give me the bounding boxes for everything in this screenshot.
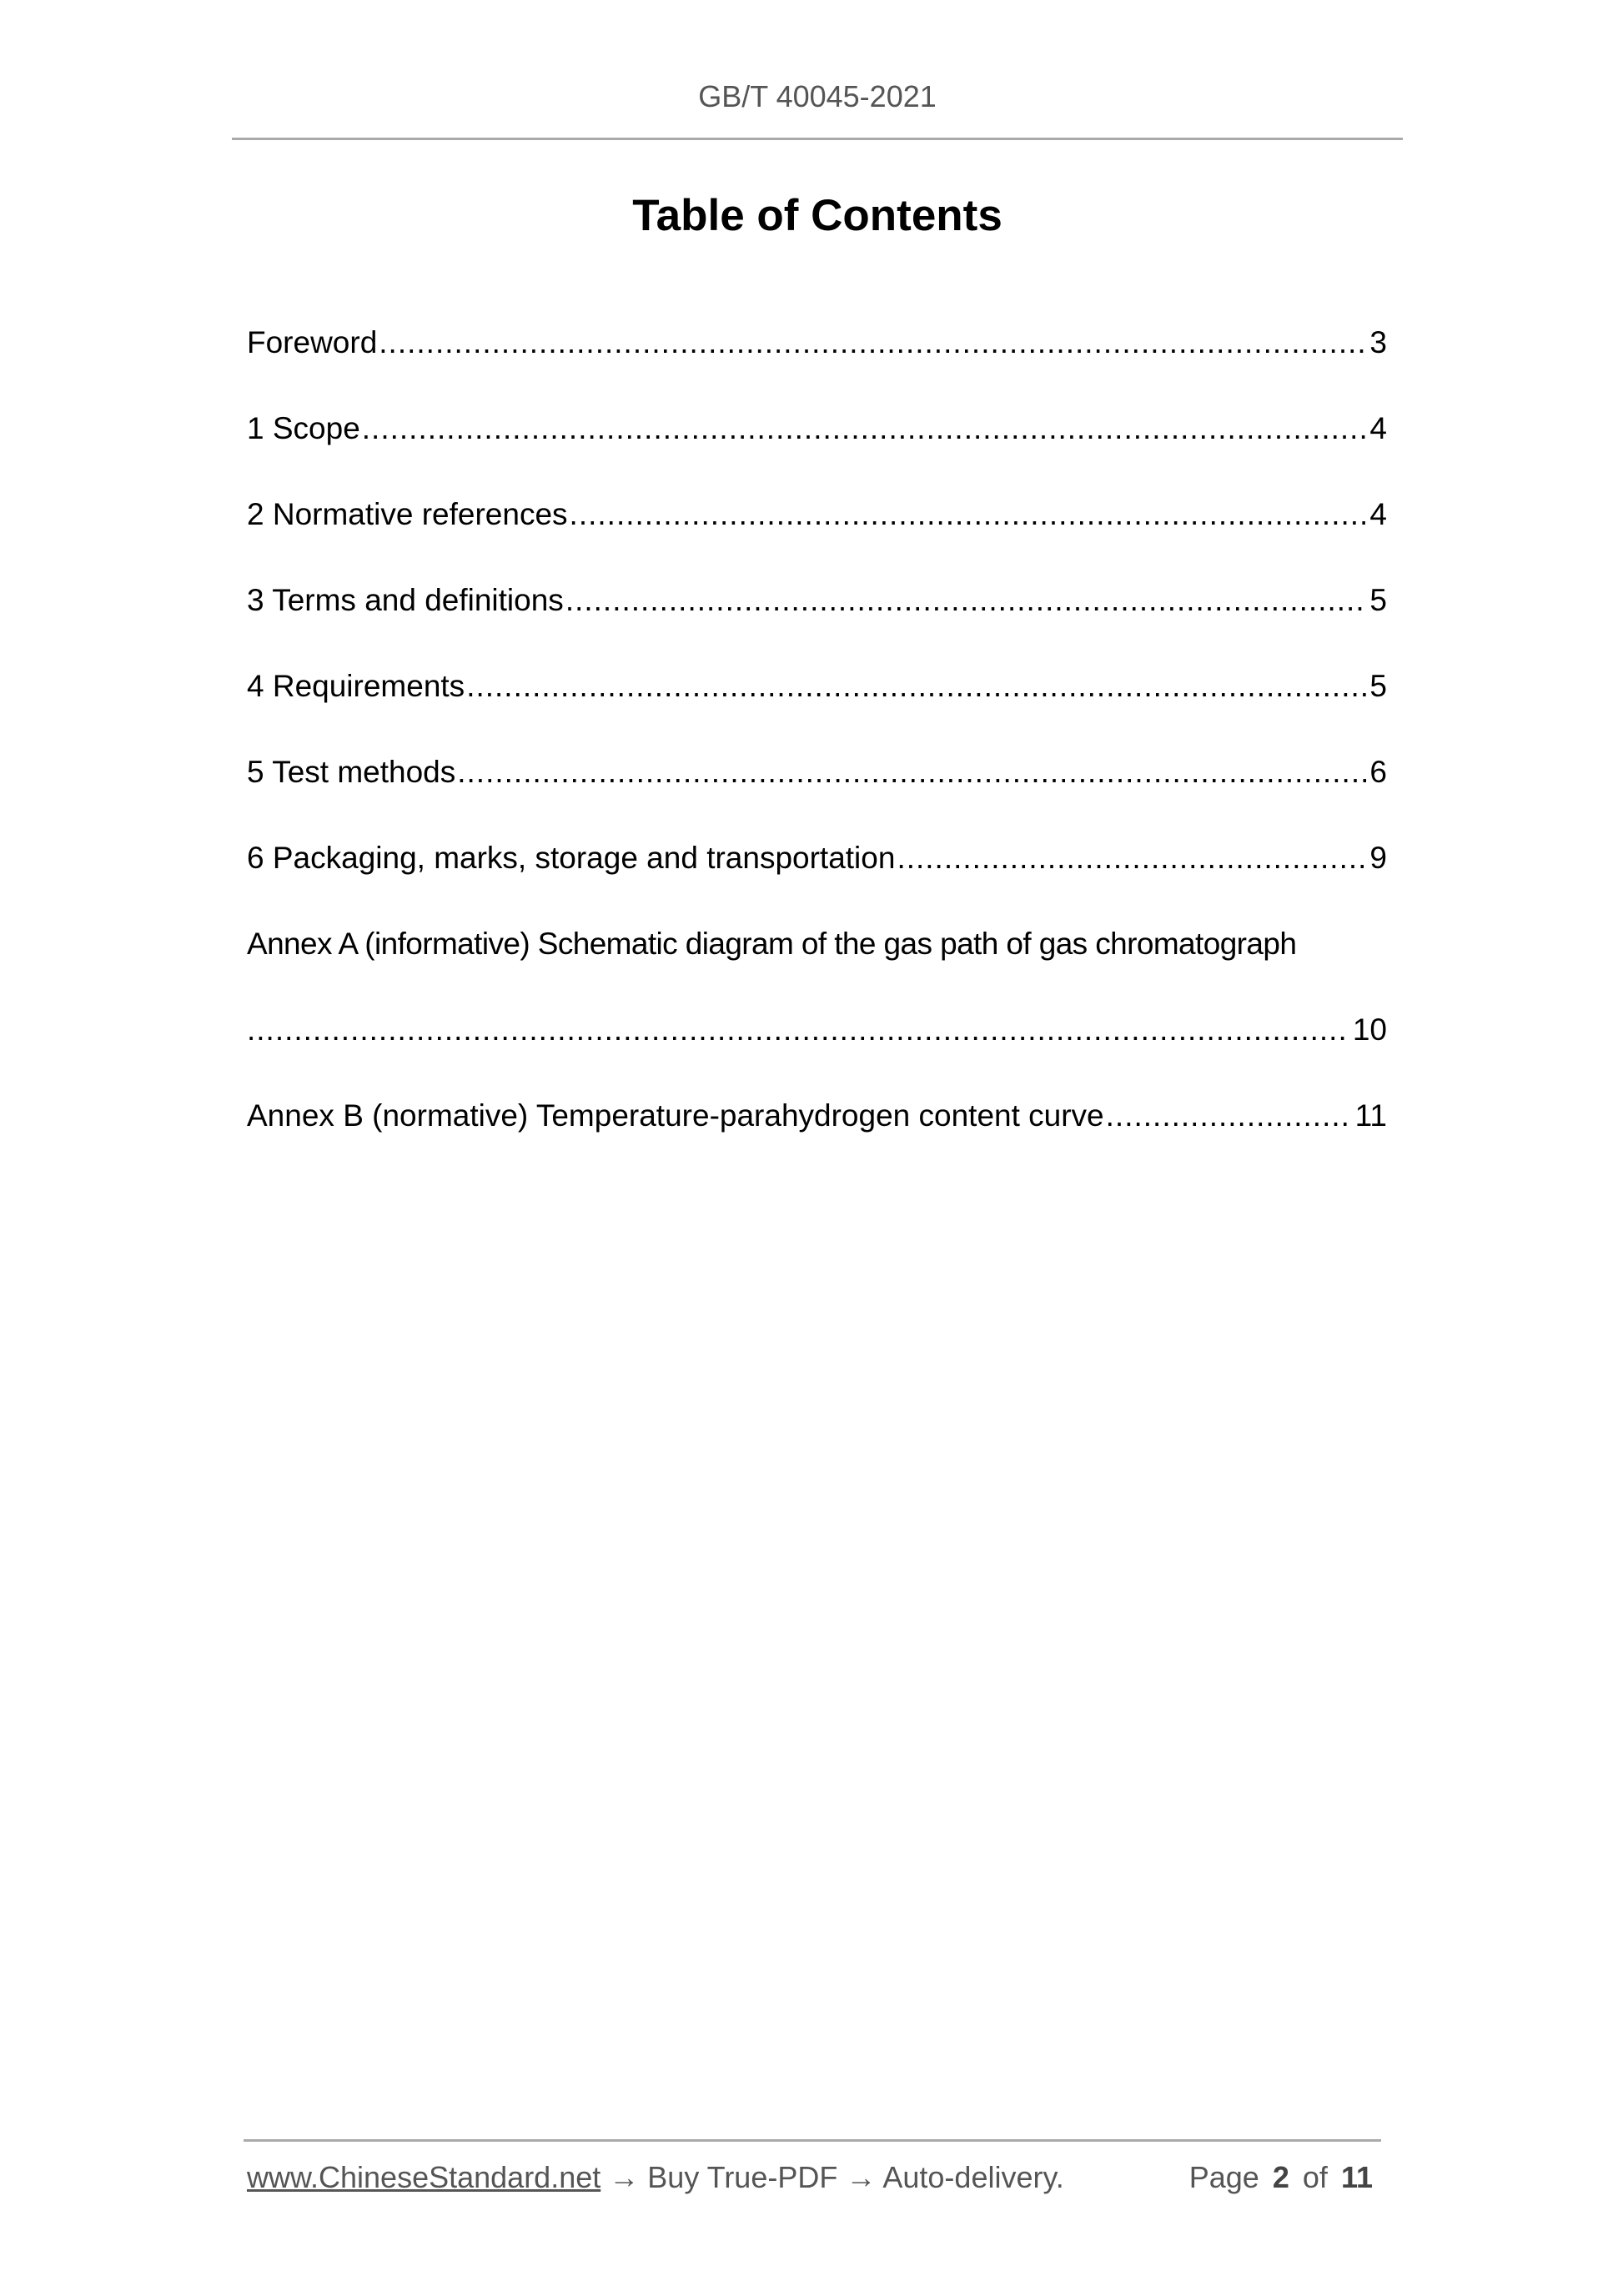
current-page: 2 <box>1272 2160 1289 2194</box>
page-label: Page <box>1188 2160 1259 2194</box>
toc-page: 9 <box>1369 841 1387 875</box>
dot-leader <box>362 411 1367 446</box>
toc-entry-requirements[interactable] <box>247 669 1387 755</box>
arrow-icon: → <box>846 2160 877 2194</box>
toc-page: 11 <box>1354 1098 1387 1133</box>
dot-leader <box>897 841 1366 876</box>
toc-entry-packaging[interactable] <box>247 841 1387 927</box>
toc-label: 4 Requirements <box>247 669 465 703</box>
toc-page: 4 <box>1369 411 1387 445</box>
toc-entry-foreword[interactable] <box>247 325 1387 411</box>
toc-entry-normative-references[interactable] <box>247 497 1387 583</box>
toc-entry-annex-a-page[interactable] <box>247 1012 1387 1098</box>
dot-leader <box>1106 1098 1352 1133</box>
dot-leader <box>247 1012 1349 1048</box>
dot-leader <box>466 669 1366 704</box>
toc-label: 2 Normative references <box>247 497 568 531</box>
toc-label: Foreword <box>247 325 378 359</box>
toc-label: 6 Packaging, marks, storage and transportation <box>247 841 896 875</box>
toc-entry-scope[interactable] <box>247 411 1387 497</box>
footer-promo <box>247 2160 1064 2195</box>
page-number <box>1189 2160 1373 2195</box>
of-label: of <box>1302 2160 1328 2194</box>
footer-divider <box>244 2139 1381 2142</box>
toc-page: 5 <box>1369 583 1387 617</box>
dot-leader <box>570 497 1367 532</box>
page-footer <box>247 2160 1381 2195</box>
toc-label: 5 Test methods <box>247 755 456 789</box>
dot-leader <box>565 583 1367 618</box>
document-id-header: GB/T 40045-2021 <box>698 79 937 113</box>
toc-label: Annex B (normative) Temperature-parahydrogen content curve <box>247 1098 1104 1133</box>
toc-entry-terms[interactable] <box>247 583 1387 669</box>
toc-label: Annex A (informative) Schematic diagram of the gas path of gas chromatograph <box>247 927 1297 961</box>
toc-entry-test-methods[interactable] <box>247 755 1387 841</box>
toc-page: 10 <box>1352 1012 1387 1047</box>
toc-page: 4 <box>1369 497 1387 531</box>
table-of-contents <box>247 325 1387 1184</box>
toc-page: 5 <box>1369 669 1387 703</box>
toc-entry-annex-a[interactable] <box>247 927 1387 1012</box>
dot-leader <box>457 755 1366 790</box>
header-divider <box>232 138 1403 140</box>
total-pages: 11 <box>1340 2160 1373 2194</box>
toc-label: 3 Terms and definitions <box>247 583 564 617</box>
buy-text: Buy True-PDF <box>647 2160 838 2194</box>
toc-page: 3 <box>1369 325 1387 359</box>
toc-label: 1 Scope <box>247 411 360 445</box>
toc-page: 6 <box>1369 755 1387 789</box>
page-title: Table of Contents <box>632 191 1002 240</box>
toc-entry-annex-b[interactable] <box>247 1098 1387 1184</box>
dot-leader <box>379 325 1366 360</box>
delivery-text: Auto-delivery. <box>882 2160 1064 2194</box>
website-link[interactable]: www.ChineseStandard.net <box>247 2160 601 2194</box>
arrow-icon: → <box>609 2160 640 2194</box>
